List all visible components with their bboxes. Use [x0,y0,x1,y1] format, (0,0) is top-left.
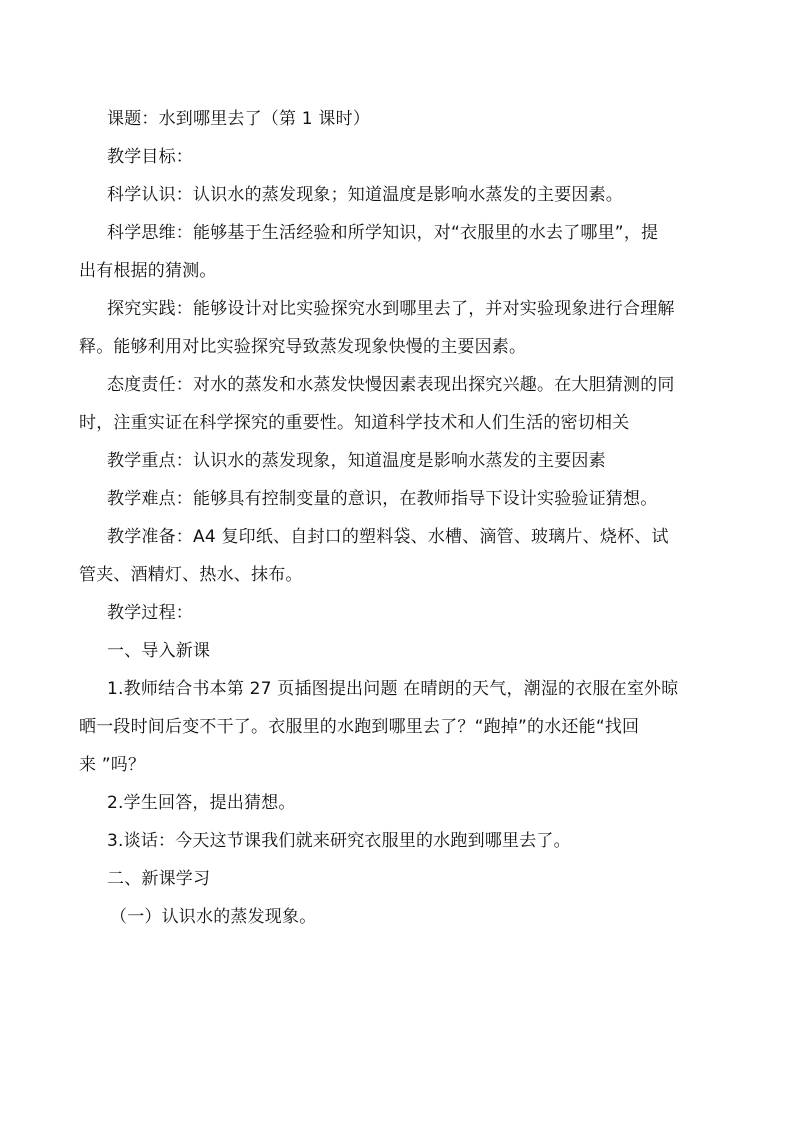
section-intro-heading: 一、导入新课 [107,641,211,661]
step-3: 3.谈话：今天这节课我们就来研究衣服里的水跑到哪里去了。 [107,831,571,851]
objective-attitude-cont: 时，注重实证在科学探究的重要性。知道科学技术和人们生活的密切相关 [79,413,630,433]
document-body [79,100,727,936]
step-1-cont-a: 晒一段时间后变不干了。衣服里的水跑到哪里去了？“跑掉”的水还能“找回 [79,717,640,737]
objective-science-knowledge: 科学认识：认识水的蒸发现象；知道温度是影响水蒸发的主要因素。 [107,185,623,205]
teaching-key-point: 教学重点：认识水的蒸发现象，知道温度是影响水蒸发的主要因素 [107,451,606,471]
section-new-lesson-heading: 二、新课学习 [107,869,211,889]
step-1: 1.教师结合书本第 27 页插图提出问题 在晴朗的天气，潮湿的衣服在室外晾 [107,679,679,699]
objective-science-thinking-cont: 出有根据的猜测。 [79,261,217,281]
objective-inquiry-practice: 探究实践：能够设计对比实验探究水到哪里去了，并对实验现象进行合理解 [107,299,675,319]
step-1-cont-b: 来 ”吗？ [79,755,146,775]
objective-attitude: 态度责任：对水的蒸发和水蒸发快慢因素表现出探究兴趣。在大胆猜测的同 [107,375,675,395]
objective-inquiry-practice-cont: 释。能够利用对比实验探究导致蒸发现象快慢的主要因素。 [79,337,527,357]
teaching-difficulty: 教学难点：能够具有控制变量的意识，在教师指导下设计实验验证猜想。 [107,489,658,509]
teaching-preparation: 教学准备：A4 复印纸、自封口的塑料袋、水槽、滴管、玻璃片、烧杯、试 [107,527,669,547]
subsection-evaporation-heading: （一）认识水的蒸发现象。 [110,907,317,927]
lesson-title: 课题：水到哪里去了（第 1 课时） [107,109,371,129]
step-2: 2.学生回答，提出猜想。 [107,793,296,813]
objectives-heading: 教学目标： [107,147,193,167]
teaching-preparation-cont: 管夹、酒精灯、热水、抹布。 [79,565,303,585]
teaching-process-heading: 教学过程： [107,603,193,623]
objective-science-thinking: 科学思维：能够基于生活经验和所学知识，对“衣服里的水去了哪里”，提 [107,223,659,243]
